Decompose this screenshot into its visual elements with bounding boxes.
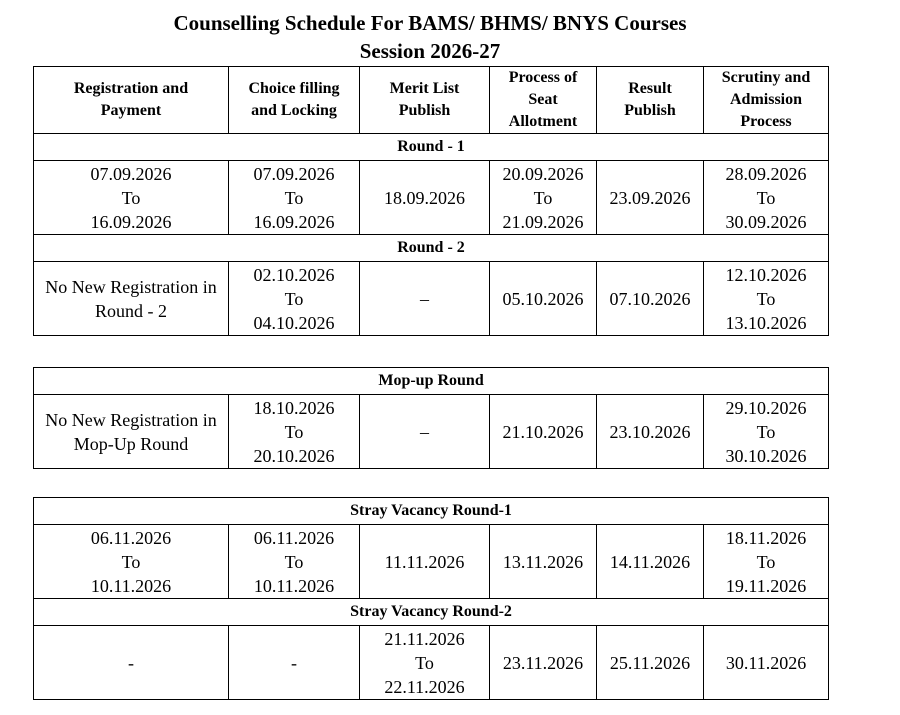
header-scrutiny [704,67,829,134]
stray-1-registration [34,525,229,599]
date-line: To [284,421,304,442]
mopup-registration [34,395,229,469]
mopup-merit: – [360,395,490,469]
date-line: 07.09.2026 [90,163,172,184]
date-line: 28.09.2026 [725,163,807,184]
round-2-label: Round - 2 [34,235,829,262]
stray-2-label: Stray Vacancy Round-2 [34,599,829,626]
date-line: 02.10.2026 [253,264,335,285]
date-line: 06.11.2026 [253,527,335,548]
stray-2-result: 25.11.2026 [597,626,704,700]
date-line: To [756,288,776,309]
round-2-row [34,262,829,336]
text-line: Mop-Up Round [73,433,189,454]
header-result [597,67,704,134]
date-line: 10.11.2026 [253,575,335,596]
stray-1-scrutiny [704,525,829,599]
round-label-row [34,368,829,395]
header-line: Admission [729,91,803,108]
schedule-table-main [33,66,829,336]
page-subtitle: Session 2026-27 [359,39,501,63]
mopup-result: 23.10.2026 [597,395,704,469]
date-line: 06.11.2026 [90,527,172,548]
header-row [34,67,829,134]
date-line: 18.11.2026 [725,527,807,548]
stray-1-allotment: 13.11.2026 [490,525,597,599]
date-line: 16.09.2026 [253,211,335,232]
date-line: 16.09.2026 [90,211,172,232]
date-line: 21.09.2026 [502,211,584,232]
round-2-scrutiny [704,262,829,336]
date-line: To [121,551,141,572]
date-line: 20.10.2026 [253,445,335,466]
header-line: Result [628,80,672,97]
round-label-row [34,599,829,626]
text-line: No New Registration in [45,409,217,430]
date-line: To [284,288,304,309]
round-2-merit: – [360,262,490,336]
stray-2-registration: - [34,626,229,700]
stray-2-scrutiny: 30.11.2026 [704,626,829,700]
header-line: and Locking [251,102,337,119]
schedule-table-stray [33,497,829,700]
round-1-scrutiny [704,161,829,235]
round-1-choice [229,161,360,235]
round-1-merit: 18.09.2026 [360,161,490,235]
mopup-label: Mop-up Round [34,368,829,395]
header-line: Registration and [73,80,189,97]
round-2-choice [229,262,360,336]
date-line: 21.11.2026 [384,628,465,649]
header-line: Merit List [389,80,460,97]
header-line: Process of [508,69,578,86]
date-line: To [756,421,776,442]
date-line: To [533,187,553,208]
date-line: To [415,652,434,673]
round-2-registration [34,262,229,336]
date-line: 29.10.2026 [725,397,807,418]
header-registration [34,67,229,134]
date-line: To [284,551,304,572]
date-line: 13.10.2026 [725,312,807,333]
mopup-scrutiny [704,395,829,469]
date-line: 12.10.2026 [725,264,807,285]
stray-1-label: Stray Vacancy Round-1 [34,498,829,525]
mopup-choice [229,395,360,469]
date-line: 30.09.2026 [725,211,807,232]
header-line: Publish [398,102,451,119]
text-line: Round - 2 [95,300,167,321]
date-line: 07.09.2026 [253,163,335,184]
round-1-allotment [490,161,597,235]
round-label-row [34,134,829,161]
stray-1-row [34,525,829,599]
header-line: Seat [528,91,558,108]
round-2-result: 07.10.2026 [597,262,704,336]
stray-2-row [34,626,829,700]
round-1-row [34,161,829,235]
header-merit [360,67,490,134]
date-line: 30.10.2026 [725,445,807,466]
stray-2-choice: - [229,626,360,700]
header-allotment [490,67,597,134]
date-line: 20.09.2026 [502,163,584,184]
date-line: To [121,187,141,208]
round-2-allotment: 05.10.2026 [490,262,597,336]
header-line: Choice filling [248,80,340,97]
date-line: 10.11.2026 [90,575,172,596]
date-line: To [756,551,776,572]
mopup-allotment: 21.10.2026 [490,395,597,469]
page-title: Counselling Schedule For BAMS/ BHMS/ BNYS Courses [173,11,687,35]
mopup-row [34,395,829,469]
round-1-label: Round - 1 [34,134,829,161]
header-line: Payment [100,102,162,119]
stray-1-result: 14.11.2026 [597,525,704,599]
round-label-row [34,498,829,525]
header-choice [229,67,360,134]
schedule-table-mopup [33,367,829,469]
date-line: 04.10.2026 [253,312,335,333]
round-1-result: 23.09.2026 [597,161,704,235]
header-line: Publish [624,102,676,119]
stray-2-allotment: 23.11.2026 [490,626,597,700]
header-line: Scrutiny and [721,69,811,86]
round-label-row [34,235,829,262]
round-1-registration [34,161,229,235]
stray-2-merit [360,626,490,700]
date-line: 19.11.2026 [725,575,807,596]
stray-1-choice [229,525,360,599]
date-line: 18.10.2026 [253,397,335,418]
stray-1-merit: 11.11.2026 [360,525,490,599]
text-line: No New Registration in [45,276,217,297]
date-line: To [756,187,776,208]
header-line: Allotment [508,113,578,130]
date-line: 22.11.2026 [384,676,465,697]
header-line: Process [740,113,792,130]
date-line: To [284,187,304,208]
